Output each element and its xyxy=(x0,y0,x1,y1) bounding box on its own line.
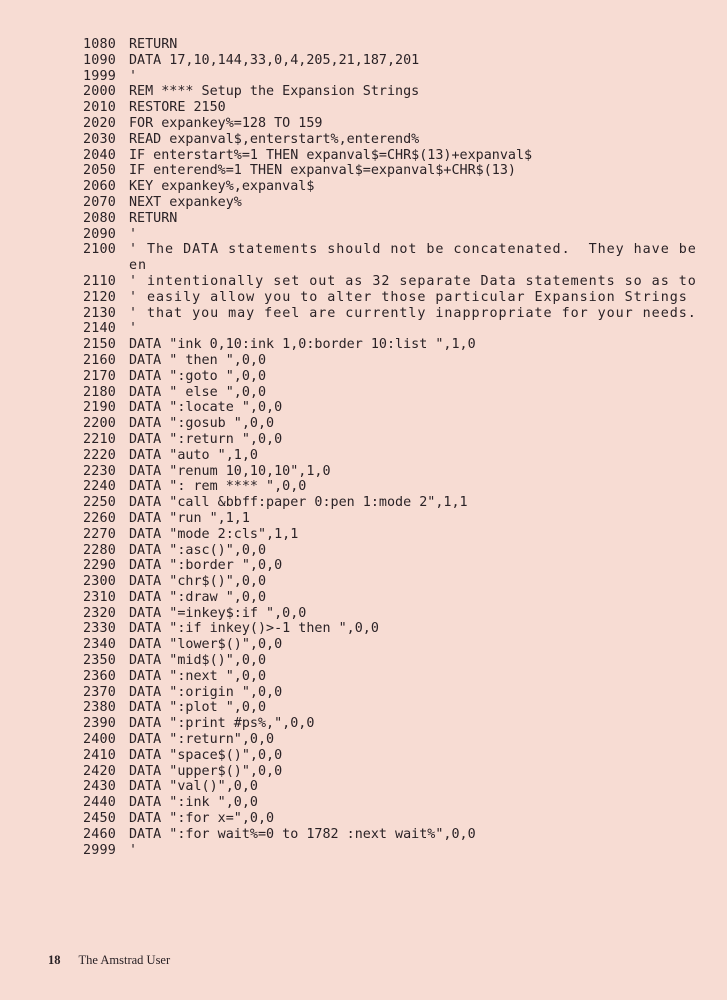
line-number: 2030 xyxy=(83,131,117,147)
line-code: ' that you may feel are currently inappropriate for your needs. xyxy=(129,305,697,321)
code-line xyxy=(83,653,703,669)
line-code: DATA 17,10,144,33,0,4,205,21,187,201 xyxy=(129,52,420,68)
line-code: DATA "auto ",1,0 xyxy=(129,447,258,463)
line-code: RETURN xyxy=(129,210,178,226)
line-number: 2360 xyxy=(83,668,117,684)
line-number: 2390 xyxy=(83,716,117,732)
code-line xyxy=(83,84,703,100)
line-number: 2080 xyxy=(83,210,117,226)
comment-line xyxy=(83,274,703,290)
line-number: 2320 xyxy=(83,605,117,621)
line-code: DATA "ink 0,10:ink 1,0:border 10:list ",1,0 xyxy=(129,337,476,353)
code-line xyxy=(83,116,703,132)
code-line xyxy=(83,527,703,543)
line-code: DATA "mode 2:cls",1,1 xyxy=(129,526,299,542)
code-line xyxy=(83,669,703,685)
line-number: 2370 xyxy=(83,684,117,700)
line-number: 2050 xyxy=(83,163,117,179)
line-code: DATA ":asc()",0,0 xyxy=(129,542,267,558)
line-code: DATA ":return",0,0 xyxy=(129,732,275,748)
code-line xyxy=(83,543,703,559)
line-code: KEY expankey%,expanval$ xyxy=(129,179,315,195)
line-code: ' The DATA statements should not be concatenated. They have been xyxy=(129,242,697,274)
code-line xyxy=(83,590,703,606)
line-code: ' xyxy=(129,321,138,337)
comment-line xyxy=(83,290,703,306)
line-number: 2410 xyxy=(83,747,117,763)
line-number: 1080 xyxy=(83,37,117,52)
line-number: 2440 xyxy=(83,795,117,811)
line-code: DATA "lower$()",0,0 xyxy=(129,637,283,653)
line-code: DATA ":origin ",0,0 xyxy=(129,684,283,700)
code-line xyxy=(83,716,703,732)
line-number: 1999 xyxy=(83,68,117,84)
line-number: 2000 xyxy=(83,84,117,100)
line-number: 2280 xyxy=(83,542,117,558)
line-code: DATA ":ink ",0,0 xyxy=(129,795,258,811)
line-number: 2310 xyxy=(83,589,117,605)
line-code: FOR expankey%=128 TO 159 xyxy=(129,115,323,131)
code-line xyxy=(83,795,703,811)
code-line xyxy=(83,37,703,53)
line-code: DATA ":for x=",0,0 xyxy=(129,811,275,827)
line-code: ' easily allow you to alter those particular Expansion Strings xyxy=(129,289,688,305)
line-code: IF enterstart%=1 THEN expanval$=CHR$(13)+expanval$ xyxy=(129,147,533,163)
line-number: 2060 xyxy=(83,179,117,195)
line-code: ' xyxy=(129,226,138,242)
publication-name: The Amstrad User xyxy=(78,953,171,967)
line-code: DATA ":goto ",0,0 xyxy=(129,368,267,384)
code-line xyxy=(83,400,703,416)
code-line xyxy=(83,558,703,574)
code-line xyxy=(83,574,703,590)
comment-line xyxy=(83,306,703,322)
line-number: 2170 xyxy=(83,368,117,384)
code-line xyxy=(83,132,703,148)
line-number: 2160 xyxy=(83,352,117,368)
line-number: 1090 xyxy=(83,52,117,68)
line-number: 2460 xyxy=(83,826,117,842)
line-number: 2020 xyxy=(83,115,117,131)
line-number: 2999 xyxy=(83,842,117,858)
line-number: 2260 xyxy=(83,510,117,526)
code-line xyxy=(83,827,703,843)
code-line xyxy=(83,195,703,211)
line-code: IF enterend%=1 THEN expanval$=expanval$+CHR$(13) xyxy=(129,163,516,179)
line-code: DATA "space$()",0,0 xyxy=(129,747,283,763)
line-code: DATA "=inkey$:if ",0,0 xyxy=(129,605,307,621)
code-line xyxy=(83,779,703,795)
line-number: 2120 xyxy=(83,289,117,305)
code-line xyxy=(83,353,703,369)
code-line xyxy=(83,416,703,432)
line-number: 2210 xyxy=(83,431,117,447)
line-code: DATA "run ",1,1 xyxy=(129,510,250,526)
line-number: 2070 xyxy=(83,194,117,210)
code-line xyxy=(83,748,703,764)
code-line xyxy=(83,843,703,859)
line-code: DATA "upper$()",0,0 xyxy=(129,763,283,779)
line-number: 2110 xyxy=(83,273,117,289)
code-line xyxy=(83,227,703,243)
code-line xyxy=(83,69,703,85)
code-line xyxy=(83,764,703,780)
code-line xyxy=(83,511,703,527)
line-code: DATA ":return ",0,0 xyxy=(129,431,283,447)
code-line xyxy=(83,432,703,448)
line-number: 2230 xyxy=(83,463,117,479)
line-code: DATA "call &bbff:paper 0:pen 1:mode 2",1,1 xyxy=(129,495,468,511)
line-code: ' xyxy=(129,842,138,858)
line-number: 2330 xyxy=(83,621,117,637)
line-number: 2340 xyxy=(83,637,117,653)
line-number: 2450 xyxy=(83,811,117,827)
line-code: DATA " then ",0,0 xyxy=(129,352,267,368)
code-line xyxy=(83,811,703,827)
page-number: 18 xyxy=(48,953,61,967)
code-line xyxy=(83,479,703,495)
line-code: READ expanval$,enterstart%,enterend% xyxy=(129,131,420,147)
line-number: 2240 xyxy=(83,479,117,495)
line-number: 2430 xyxy=(83,779,117,795)
line-code: REM **** Setup the Expansion Strings xyxy=(129,84,420,100)
code-line xyxy=(83,53,703,69)
line-code: DATA ": rem **** ",0,0 xyxy=(129,479,307,495)
code-line xyxy=(83,337,703,353)
line-number: 2420 xyxy=(83,763,117,779)
line-code: DATA ":plot ",0,0 xyxy=(129,700,267,716)
line-number: 2200 xyxy=(83,416,117,432)
line-number: 2040 xyxy=(83,147,117,163)
line-number: 2270 xyxy=(83,526,117,542)
code-line xyxy=(83,369,703,385)
comment-line xyxy=(83,242,703,274)
line-code: DATA "renum 10,10,10",1,0 xyxy=(129,463,331,479)
line-number: 2140 xyxy=(83,321,117,337)
line-number: 2220 xyxy=(83,447,117,463)
line-code: DATA ":for wait%=0 to 1782 :next wait%",0,0 xyxy=(129,826,476,842)
line-code: ' xyxy=(129,68,138,84)
line-number: 2150 xyxy=(83,337,117,353)
code-line xyxy=(83,385,703,401)
code-line xyxy=(83,700,703,716)
line-number: 2130 xyxy=(83,305,117,321)
line-number: 2380 xyxy=(83,700,117,716)
code-line xyxy=(83,179,703,195)
line-code: RESTORE 2150 xyxy=(129,100,226,116)
line-number: 2190 xyxy=(83,400,117,416)
line-number: 2100 xyxy=(83,242,117,258)
code-line xyxy=(83,495,703,511)
line-code: DATA ":next ",0,0 xyxy=(129,668,267,684)
code-line xyxy=(83,211,703,227)
line-number: 2350 xyxy=(83,653,117,669)
code-line xyxy=(83,637,703,653)
line-code: DATA "mid$()",0,0 xyxy=(129,653,267,669)
line-code: DATA ":if inkey()>-1 then ",0,0 xyxy=(129,621,379,637)
code-line xyxy=(83,163,703,179)
line-number: 2250 xyxy=(83,495,117,511)
line-code: DATA ":gosub ",0,0 xyxy=(129,416,275,432)
page-footer xyxy=(48,953,170,968)
code-line xyxy=(83,100,703,116)
code-line xyxy=(83,685,703,701)
line-number: 2290 xyxy=(83,558,117,574)
code-line xyxy=(83,321,703,337)
line-code: DATA ":draw ",0,0 xyxy=(129,589,267,605)
line-code: DATA ":locate ",0,0 xyxy=(129,400,283,416)
line-number: 2010 xyxy=(83,100,117,116)
line-number: 2180 xyxy=(83,384,117,400)
line-code: DATA " else ",0,0 xyxy=(129,384,267,400)
line-number: 2400 xyxy=(83,732,117,748)
line-number: 2300 xyxy=(83,574,117,590)
line-code: RETURN xyxy=(129,37,178,52)
line-code: DATA "val()",0,0 xyxy=(129,779,258,795)
code-line xyxy=(83,732,703,748)
line-code: NEXT expankey% xyxy=(129,194,242,210)
line-code: DATA "chr$()",0,0 xyxy=(129,574,267,590)
code-line xyxy=(83,606,703,622)
code-line xyxy=(83,464,703,480)
line-number: 2090 xyxy=(83,226,117,242)
line-code: DATA ":print #ps%,",0,0 xyxy=(129,716,315,732)
line-code: DATA ":border ",0,0 xyxy=(129,558,283,574)
code-line xyxy=(83,621,703,637)
line-code: ' intentionally set out as 32 separate Data statements so as to xyxy=(129,273,697,289)
code-line xyxy=(83,148,703,164)
basic-program-listing xyxy=(83,37,703,858)
code-line xyxy=(83,448,703,464)
